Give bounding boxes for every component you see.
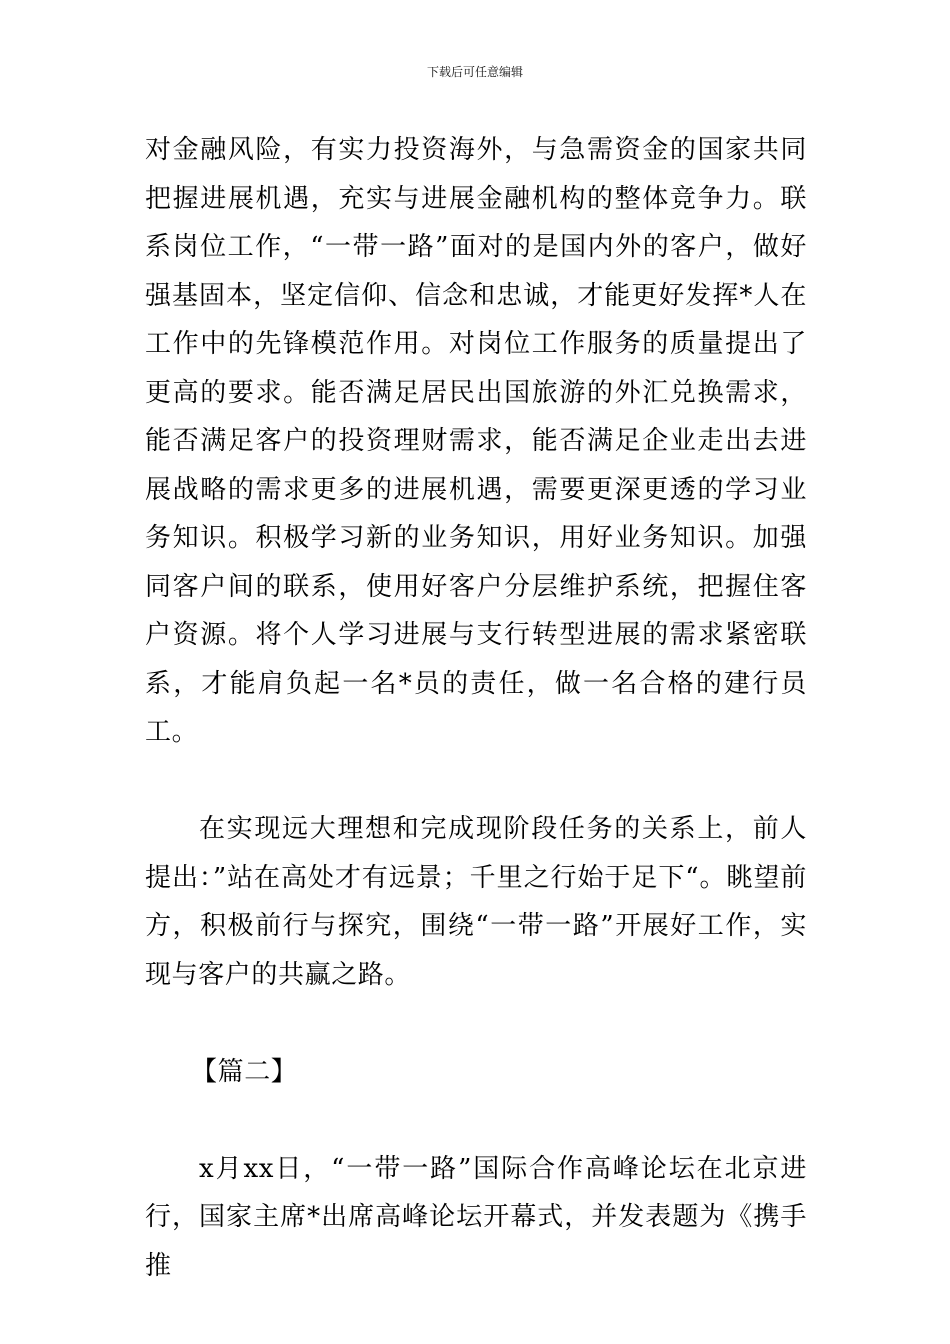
paragraph-1: 对金融风险，有实力投资海外，与急需资金的国家共同把握进展机遇，充实与进展金融机构的整体竞争力。联系岗位工作，“一带一路”面对的是国内外的客户，做好强基固本，坚定信仰、信念和忠诚，才能更好发挥*人在工作中的先锋模范作用。对岗位工作服务的质量提出了更高的要求。能否满足居民出国旅游的外汇兑换需求，能否满足客户的投资理财需求，能否满足企业走出去进展战略的需求更多的进展机遇，需要更深更透的学习业务知识。积极学习新的业务知识，用好业务知识。加强同客户间的联系，使用好客户分层维护系统，把握住客户资源。将个人学习进展与支行转型进展的需求紧密联系，才能肩负起一名*员的责任，做一名合格的建行员工。 <box>145 135 807 747</box>
section-heading: 【篇二】 <box>191 1056 298 1087</box>
paragraph-spacer <box>145 757 807 806</box>
paragraph-spacer <box>145 1096 807 1145</box>
paragraph-3: x月xx日，“一带一路”国际合作高峰论坛在北京进行，国家主席*出席高峰论坛开幕式，并发表题为《携手推 <box>145 1153 807 1281</box>
document-body <box>145 126 807 1290</box>
paragraph-spacer <box>145 999 807 1048</box>
page-header: 下载后可任意编辑 <box>426 65 523 79</box>
paragraph-2: 在实现远大理想和完成现阶段任务的关系上，前人提出：”站在高处才有远景；千里之行始于足下“。眺望前方，积极前行与探究，围绕“一带一路”开展好工作，实现与客户的共赢之路。 <box>145 814 807 990</box>
